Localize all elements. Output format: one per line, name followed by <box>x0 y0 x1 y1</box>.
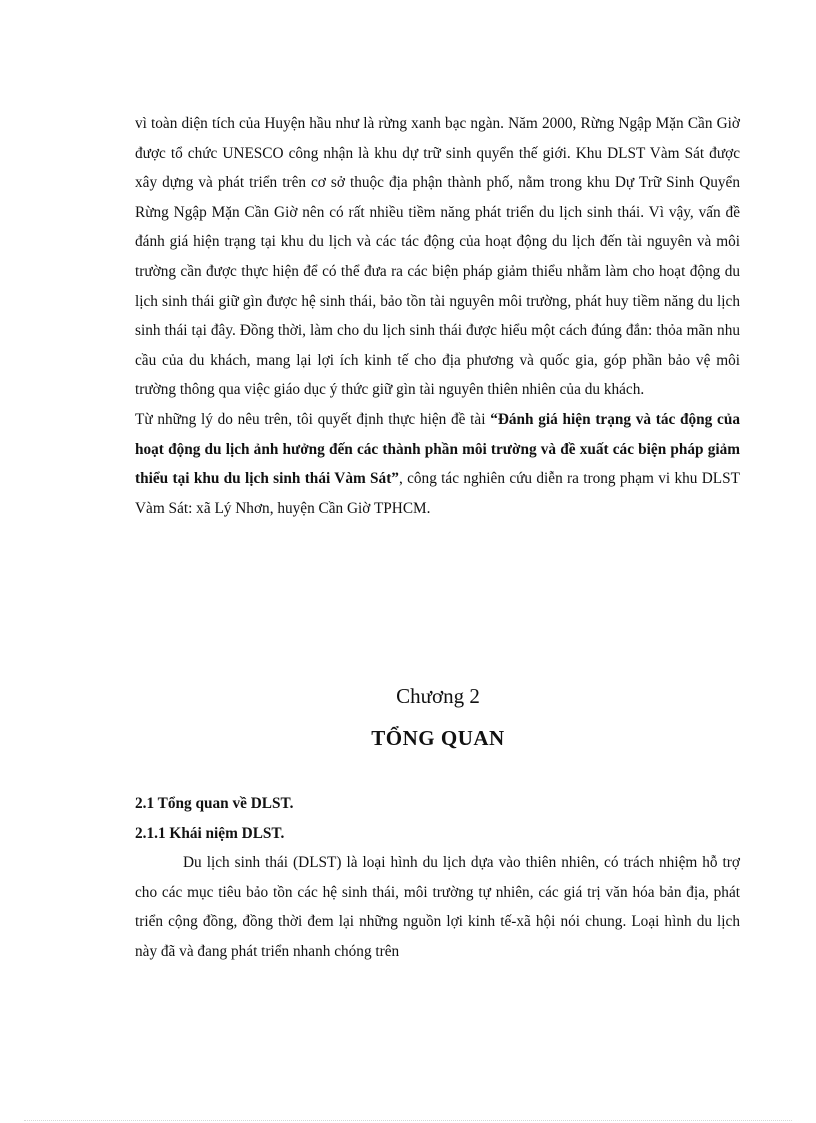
chapter-number: Chương 2 <box>396 684 480 708</box>
intro-section <box>135 109 740 523</box>
page-bottom-border <box>24 1120 792 1121</box>
intro-paragraph-2 <box>135 405 740 523</box>
chapter-title: TỔNG QUAN <box>371 726 505 750</box>
subsection-heading: 2.1.1 Khái niệm DLST. <box>135 824 285 842</box>
section-2-1 <box>135 789 740 967</box>
section-body-paragraph: Du lịch sinh thái (DLST) là loại hình du lịch dựa vào thiên nhiên, có trách nhiệm hỗ trợ cho các mục tiêu bảo tồn các hệ sinh thái, môi trường tự nhiên, các giá trị văn hóa bản địa, phát triển cộng đồng, đồng thời đem lại những nguồn lợi kinh tế-xã hội nói chung. Loại hình du lịch này đã và đang phát triển nhanh chóng trên <box>135 854 740 960</box>
intro-paragraph-2-lead: Từ những lý do nêu trên, tôi quyết định thực hiện đề tài <box>135 410 491 428</box>
thesis-title: “Đánh giá hiện trạng và tác động của hoạt động du lịch ảnh hưởng đến các thành phần môi trường và đề xuất các biện pháp giảm thiểu tại khu du lịch sinh thái Vàm Sát” <box>135 410 740 488</box>
section-heading: 2.1 Tổng quan về DLST. <box>135 795 294 812</box>
intro-paragraph-1: vì toàn diện tích của Huyện hầu như là rừng xanh bạc ngàn. Năm 2000, Rừng Ngập Mặn Cần Giờ được tổ chức UNESCO công nhận là khu dự trữ sinh quyển thế giới. Khu DLST Vàm Sát được xây dựng và phát triển trên cơ sở thuộc địa phận thành phố, nằm trong khu Dự Trữ Sinh Quyển Rừng Ngập Mặn Cần Giờ nên có rất nhiều tiềm năng phát triển du lịch sinh thái. Vì vậy, vấn đề đánh giá hiện trạng tại khu du lịch và các tác động của hoạt động du lịch đến tài nguyên và môi trường cần được thực hiện để có thể đưa ra các biện pháp giảm thiểu nhằm làm cho hoạt động du lịch sinh thái giữ gìn được hệ sinh thái, bảo tồn tài nguyên môi trường, phát huy tiềm năng du lịch sinh thái tại đây. Đồng thời, làm cho du lịch sinh thái được hiểu một cách đúng đắn: thỏa mãn nhu cầu của du khách, mang lại lợi ích kinh tế cho địa phương và quốc gia, góp phần bảo vệ môi trường thông qua việc giáo dục ý thức giữ gìn tài nguyên thiên nhiên của du khách. <box>135 115 740 399</box>
intro-paragraph-2-tail: , công tác nghiên cứu diễn ra trong phạm vi khu DLST Vàm Sát: xã Lý Nhơn, huyện Cần Giờ TPHCM. <box>135 470 740 517</box>
